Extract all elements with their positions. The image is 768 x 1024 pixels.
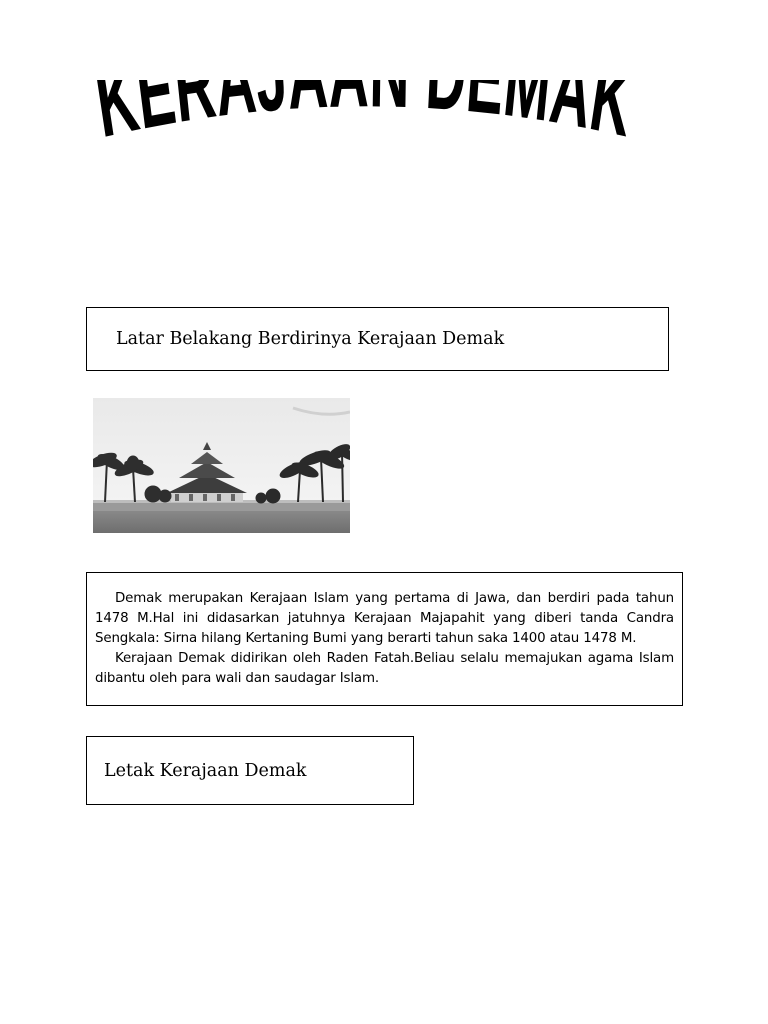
- body-paragraph-1: Demak merupakan Kerajaan Islam yang pertama di Jawa, dan berdiri pada tahun 1478 M.Hal ini didasarkan jatuhnya Kerajaan Majapahit yang diberi tanda Candra Sengkala: Sirna hilang Kertaning Bumi yang berarti tahun saka 1400 atau 1478 M.: [95, 591, 674, 646]
- mosque-photo: [93, 398, 350, 533]
- body-paragraph-2: Kerajaan Demak didirikan oleh Raden Fatah.Beliau selalu memajukan agama Islam dibantu oleh para wali dan saudagar Islam.: [95, 651, 674, 686]
- page-title: [96, 80, 636, 190]
- section-latar-belakang: [86, 307, 669, 371]
- section-body: [86, 572, 683, 706]
- section-heading-letak: Letak Kerajaan Demak: [104, 761, 307, 781]
- page-title-text: KER MA: [96, 80, 619, 159]
- section-heading-latar: Latar Belakang Berdirinya Kerajaan Demak: [116, 329, 505, 349]
- section-letak: [86, 736, 414, 805]
